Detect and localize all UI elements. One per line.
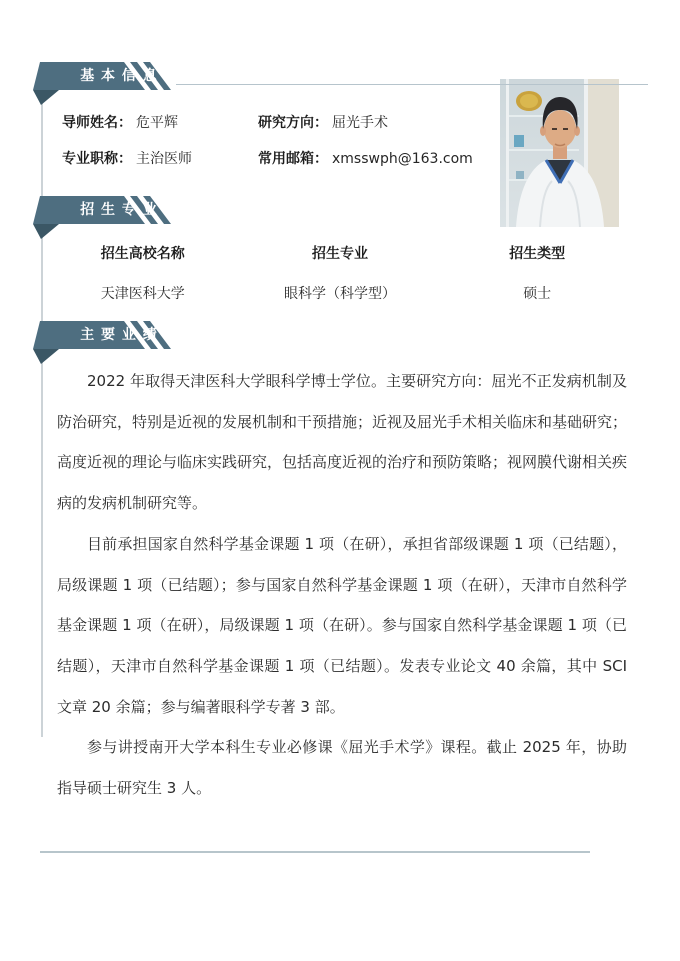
section-title-achievements: 主 要 业 绩 <box>80 327 158 343</box>
table-header-cell: 招生高校名称 <box>100 246 185 262</box>
field-professional-title <box>62 148 192 168</box>
achievements-paragraph: 参与讲授南开大学本科生专业必修课《屈光手术学》课程。截止 2025 年，协助指导硕士研究生 3 人。 <box>57 738 627 798</box>
achievements-text <box>57 361 627 809</box>
footer-divider <box>40 851 590 853</box>
section-header-achievements <box>27 320 177 365</box>
field-value: xmsswph@163.com <box>332 151 473 167</box>
enrollment-table-row <box>50 283 630 303</box>
field-label: 专业职称： <box>62 151 132 167</box>
field-mentor-name <box>62 112 178 132</box>
field-label: 研究方向： <box>258 115 328 131</box>
section-title-basic-info: 基 本 信 息 <box>80 68 158 84</box>
field-value: 主治医师 <box>136 151 192 167</box>
field-value: 屈光手术 <box>332 115 388 131</box>
table-cell: 眼科学（科学型） <box>283 286 396 302</box>
field-value: 危平辉 <box>136 115 178 131</box>
achievements-paragraph: 目前承担国家自然科学基金课题 1 项（在研），承担省部级课题 1 项（已结题），局级课题 1 项（已结题）；参与国家自然科学基金课题 1 项（在研），天津市自然科学基金课题 1 项（在研），局级课题 1 项（在研）。参与国家自然科学基金课题 1 项（已结题），天津市自然科学基金课题 1 项（已结题）。发表专业论文 40 余篇，其中 SCI 文章 20 余篇；参与编著眼科学专著 3 部。 <box>57 534 627 716</box>
table-cell: 硕士 <box>523 286 552 302</box>
section-header-basic-info <box>27 61 177 106</box>
field-label: 常用邮箱： <box>258 151 328 167</box>
enrollment-table-header <box>50 243 630 263</box>
table-cell: 天津医科大学 <box>100 286 185 302</box>
banner-underline <box>176 84 648 85</box>
field-research-direction <box>258 112 388 132</box>
field-label: 导师姓名： <box>62 115 132 131</box>
mentor-photo <box>500 79 619 227</box>
achievements-paragraph: 2022 年取得天津医科大学眼科学博士学位。主要研究方向：屈光不正发病机制及防治研究，特别是近视的发展机制和干预措施；近视及屈光手术相关临床和基础研究；高度近视的理论与临床实践研究，包括高度近视的治疗和预防策略；视网膜代谢相关疾病的发病机制研究等。 <box>57 372 628 513</box>
field-email <box>258 148 473 168</box>
section-title-enrollment: 招 生 专 业 <box>80 202 158 218</box>
table-header-cell: 招生专业 <box>311 246 368 262</box>
section-header-enrollment <box>27 195 177 240</box>
left-guide-line <box>41 89 43 737</box>
table-header-cell: 招生类型 <box>509 246 566 262</box>
